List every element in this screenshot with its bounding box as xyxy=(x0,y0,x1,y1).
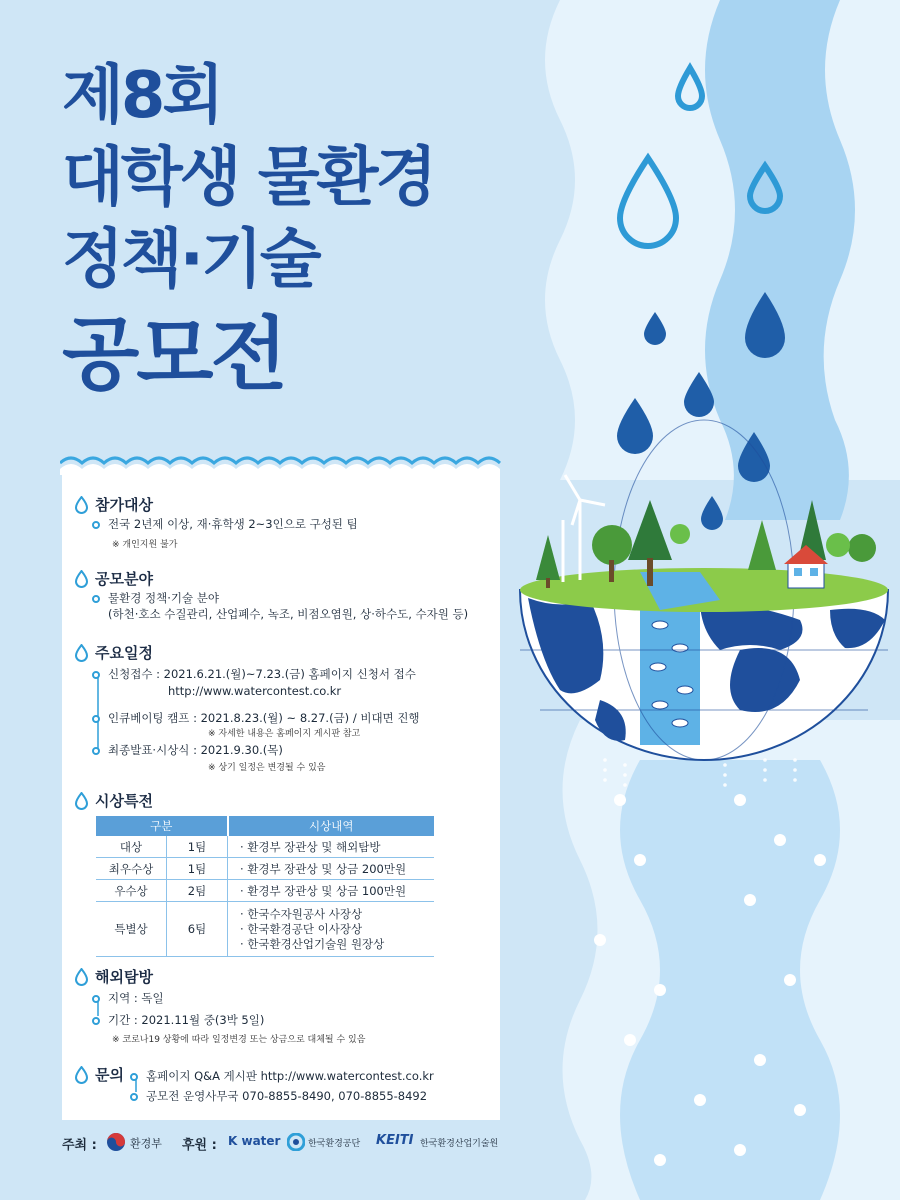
host-label: 주최 : xyxy=(62,1138,97,1153)
section-schedule xyxy=(74,642,153,663)
kwater-logo: K water xyxy=(228,1134,281,1148)
drop-icon xyxy=(74,968,89,986)
table-header-details: 시상내역 xyxy=(228,816,435,836)
bullet-icon xyxy=(92,521,100,529)
schedule-url[interactable]: http://www.watercontest.co.kr xyxy=(168,684,342,698)
host-name: 환경부 xyxy=(130,1137,162,1150)
participants-note: ※ 개인지원 불가 xyxy=(112,540,178,550)
prize-table xyxy=(96,816,434,957)
section-heading: 공모분야 xyxy=(95,570,153,588)
drop-icon xyxy=(74,644,89,662)
section-contact xyxy=(74,1064,124,1085)
overseas-item-1: 지역 : 독일 xyxy=(92,990,164,1006)
contact-item-2: 공모전 운영사무국 070-8855-8490, 070-8855-8492 xyxy=(130,1088,427,1104)
schedule-item-2: 인큐베이팅 캠프 : 2021.8.23.(월) ~ 8.27.(금) / 비대면 진행 xyxy=(92,710,420,726)
keco-name: 한국환경공단 xyxy=(308,1139,361,1149)
section-heading: 시상특전 xyxy=(95,792,153,810)
field-detail: (하천·호소 수질관리, 산업폐수, 녹조, 비점오염원, 상·하수도, 수자원 등) xyxy=(108,607,469,621)
bullet-icon xyxy=(92,671,100,679)
schedule-item-1: 신청접수 : 2021.6.21.(월)~7.23.(금) 홈페이지 신청서 접수 xyxy=(92,666,416,682)
title-line-2: 대학생 물환경 xyxy=(62,141,435,215)
schedule-item-2-note: ※ 자세한 내용은 홈페이지 게시판 참고 xyxy=(208,729,361,739)
bullet-icon xyxy=(92,747,100,755)
sponsor-label: 후원 : xyxy=(182,1138,217,1153)
drop-icon xyxy=(74,496,89,514)
schedule-item-3: 최종발표·시상식 : 2021.9.30.(목) xyxy=(92,742,283,758)
keiti-logo: KEITI xyxy=(376,1133,414,1148)
footer xyxy=(62,1130,522,1156)
bullet-icon xyxy=(92,595,100,603)
title-line-4: 공모전 xyxy=(62,308,285,401)
drop-icon xyxy=(74,792,89,810)
table-row: 최우수상 1팀 · 환경부 장관상 및 상금 200만원 xyxy=(96,858,434,880)
section-heading: 문의 xyxy=(95,1066,124,1084)
section-field xyxy=(74,568,153,589)
kecocircle-icon xyxy=(287,1133,305,1151)
overseas-item-2: 기간 : 2021.11월 중(3박 5일) xyxy=(92,1012,264,1028)
bullet-icon xyxy=(92,1017,100,1025)
bullet-icon xyxy=(130,1073,138,1081)
participants-item: 전국 2년제 이상, 재·휴학생 2~3인으로 구성된 팀 xyxy=(92,516,358,532)
bullet-icon xyxy=(130,1093,138,1101)
section-heading: 주요일정 xyxy=(95,644,153,662)
title-line-3: 정책·기술 xyxy=(62,223,319,297)
section-prizes xyxy=(74,790,153,811)
section-overseas xyxy=(74,966,153,987)
table-row: 대상 1팀 · 환경부 장관상 및 해외탐방 xyxy=(96,836,434,858)
overseas-note: ※ 코로나19 상황에 따라 일정변경 또는 상금으로 대체될 수 있음 xyxy=(112,1035,366,1045)
schedule-item-3-note: ※ 상기 일정은 변경될 수 있음 xyxy=(208,763,326,773)
poster-title xyxy=(62,55,434,405)
drop-icon xyxy=(74,1066,89,1084)
bullet-icon xyxy=(92,715,100,723)
section-heading: 참가대상 xyxy=(95,496,153,514)
keiti-name: 한국환경산업기술원 xyxy=(420,1139,499,1149)
taegeuk-icon xyxy=(106,1132,126,1152)
contact-item-1[interactable]: 홈페이지 Q&A 게시판 http://www.watercontest.co.kr xyxy=(130,1068,434,1084)
drop-icon xyxy=(74,570,89,588)
section-participants xyxy=(74,494,153,515)
title-line-1: 제8회 xyxy=(62,59,222,133)
table-row: 특별상 6팀 · 한국수자원공사 사장상 · 한국환경공단 이사장상 · 한국환경산업기술원 원장상 xyxy=(96,902,434,957)
section-heading: 해외탐방 xyxy=(95,968,153,986)
bullet-icon xyxy=(92,995,100,1003)
table-row: 우수상 2팀 · 환경부 장관상 및 상금 100만원 xyxy=(96,880,434,902)
field-item: 물환경 정책·기술 분야 xyxy=(92,590,219,606)
table-header-category: 구분 xyxy=(96,816,228,836)
